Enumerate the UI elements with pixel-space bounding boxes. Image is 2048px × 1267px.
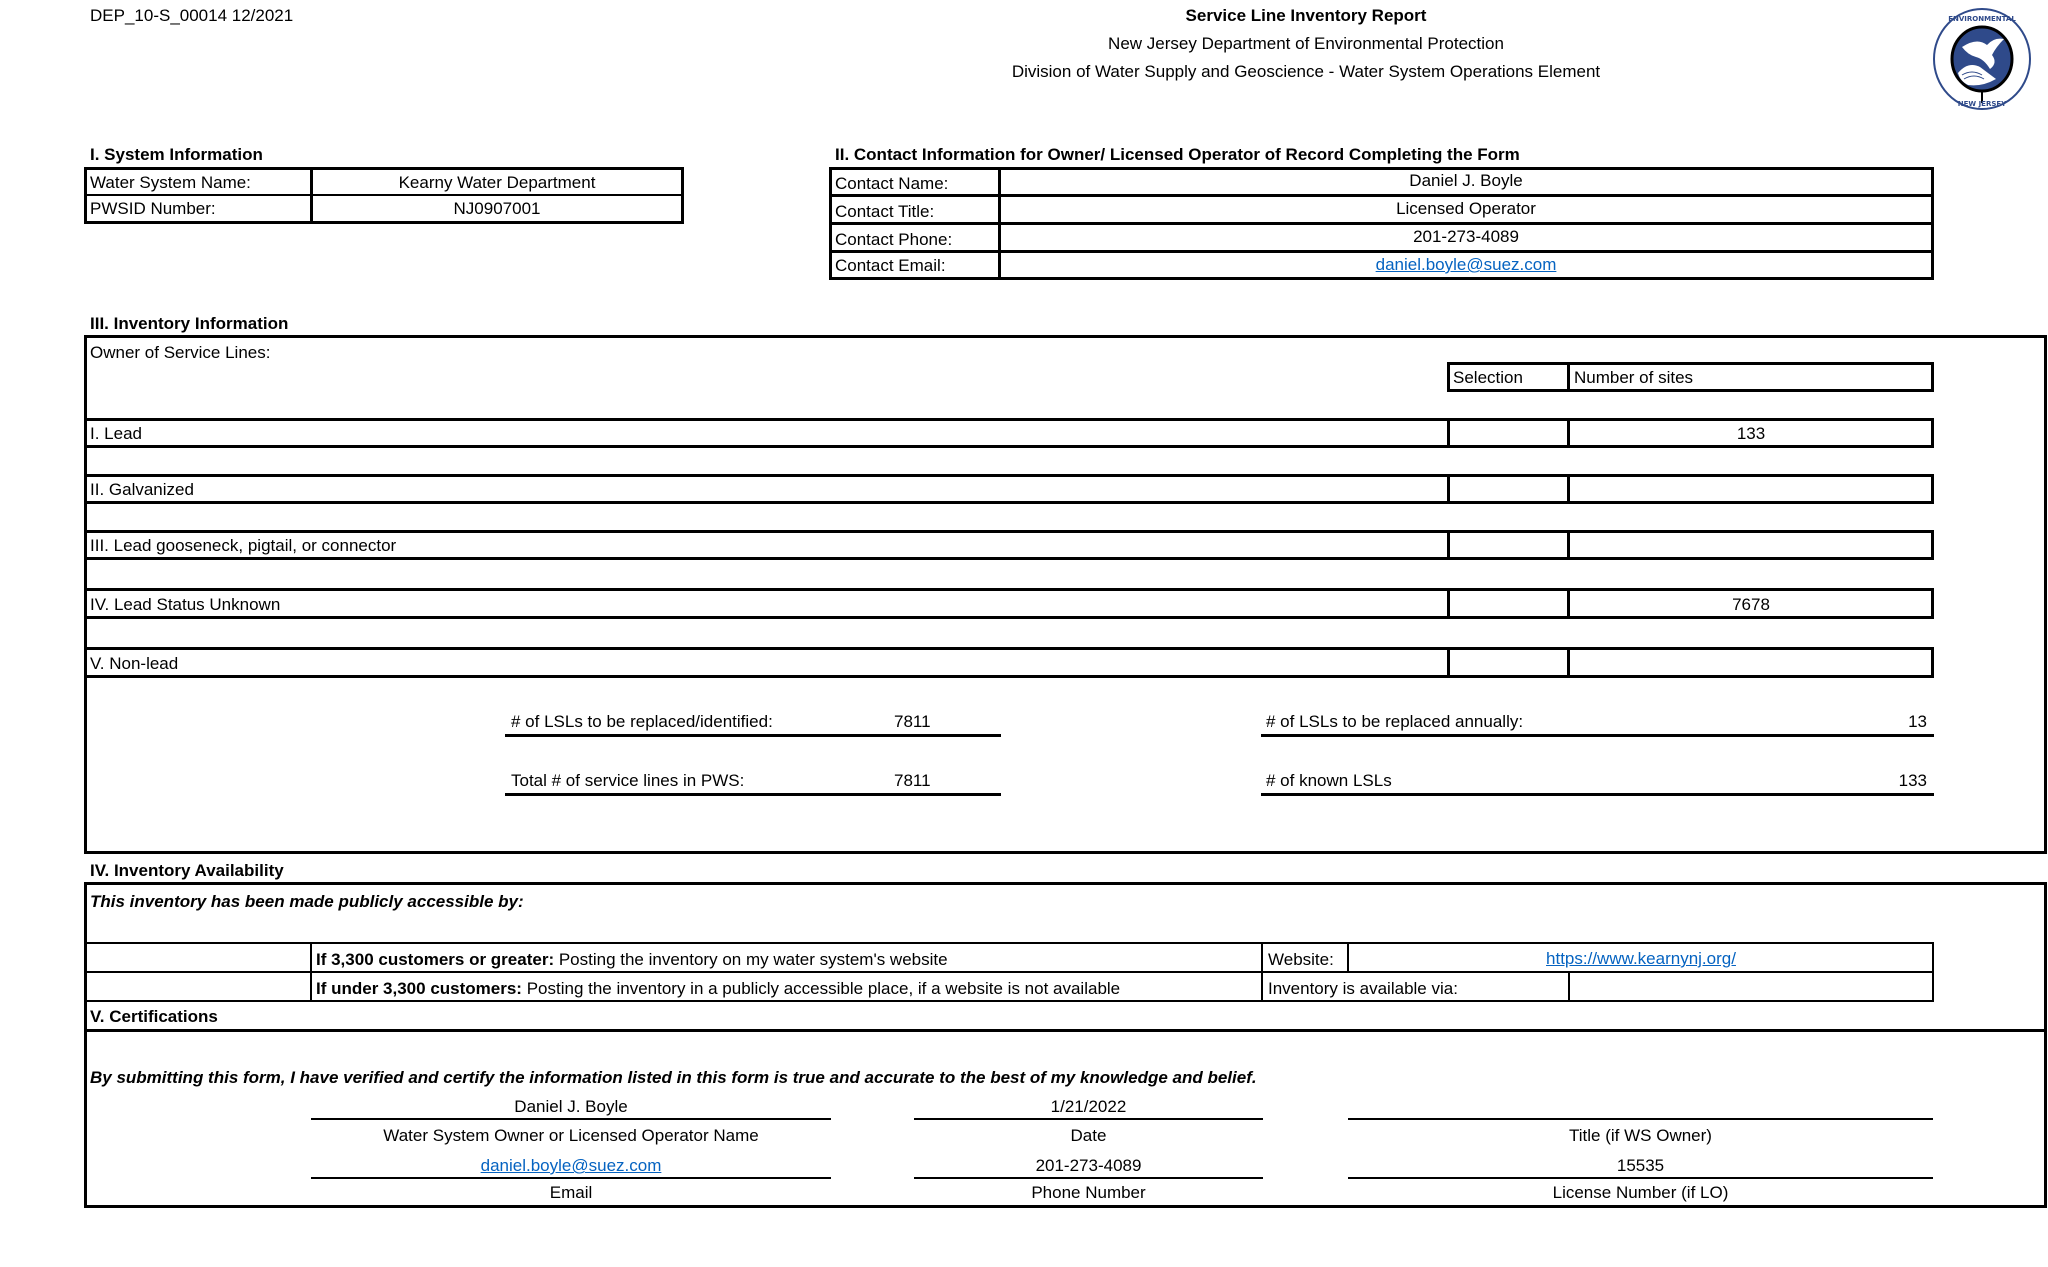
contact-row-divider-1 [829,194,1934,197]
selection-column-header: Selection [1453,368,1523,387]
option1-selection-cell[interactable] [86,944,310,971]
inventory-via-label: Inventory is available via: [1268,979,1458,998]
report-title: Service Line Inventory Report [1185,6,1427,25]
license-number-line [1348,1177,1933,1179]
option2-text [316,980,1120,997]
owner-title-line [1348,1118,1933,1120]
signer-name-value: Daniel J. Boyle [514,1097,628,1116]
availability-table-top [84,942,1934,944]
option1-text [316,951,948,968]
contact-row-divider-3 [829,250,1934,253]
owner-of-service-lines-label: Owner of Service Lines: [90,343,271,362]
phone-label: Phone Number [1031,1183,1146,1202]
svg-text:NEW JERSEY: NEW JERSEY [1957,100,2007,108]
availability-heading: IV. Inventory Availability [90,861,284,880]
row-divider [1567,530,1570,560]
known-lsls-value: 133 [1898,771,1927,790]
pwsid-label: PWSID Number: [90,199,216,218]
certifications-heading: V. Certifications [90,1007,218,1026]
availability-divider [1932,942,1934,1002]
total-service-lines-underline [505,793,1001,796]
report-subtitle-department: New Jersey Department of Environmental Protection [1108,34,1504,53]
phone-value: 201-273-4089 [1035,1156,1142,1175]
nj-dep-seal-icon [1932,7,2032,111]
contact-email-label: Contact Email: [835,256,946,275]
selection-cell-gooseneck[interactable] [1450,537,1567,557]
signer-email-label: Email [549,1183,593,1202]
lsls-replaced-annually-underline [1261,734,1934,737]
date-line [914,1118,1263,1120]
availability-divider [1261,942,1263,1002]
selection-cell-lead[interactable] [1450,425,1567,445]
contact-row-divider-2 [829,222,1934,225]
inventory-heading: III. Inventory Information [90,314,289,333]
website-label: Website: [1268,950,1334,969]
sites-cell-unknown: 7678 [1732,595,1770,614]
inventory-row-galvanized [84,474,1934,504]
availability-intro: This inventory has been made publicly accessible by: [90,892,524,911]
system-info-row-divider [84,194,684,196]
certification-statement: By submitting this form, I have verified and certify the information listed in this form is true and accurate to the best of my knowledge and belief. [90,1068,1257,1087]
water-system-name-value: Kearny Water Department [398,173,596,192]
availability-divider [1568,971,1570,1002]
row-divider [1567,647,1570,678]
inventory-row-non-lead [84,647,1934,678]
lsls-replaced-identified-label: # of LSLs to be replaced/identified: [511,712,773,731]
known-lsls-label: # of known LSLs [1266,771,1392,790]
known-lsls-underline [1261,793,1934,796]
row-label-gooseneck: III. Lead gooseneck, pigtail, or connector [90,536,397,555]
total-service-lines-value: 7811 [894,771,931,790]
report-subtitle-division: Division of Water Supply and Geoscience - Water System Operations Element [1011,62,1601,81]
website-link[interactable]: https://www.kearnynj.org/ [1546,949,1736,968]
option1-bold: If 3,300 customers or greater: [316,950,555,969]
water-system-name-label: Water System Name: [90,173,251,192]
contact-name-value: Daniel J. Boyle [1409,171,1523,190]
row-label-galvanized: II. Galvanized [90,480,194,499]
contact-name-label: Contact Name: [835,174,949,193]
availability-divider [1347,942,1349,972]
option2-description: Posting the inventory in a publicly accessible place, if a website is not available [521,979,1121,998]
row-divider [1567,474,1570,504]
contact-email-link[interactable]: daniel.boyle@suez.com [1375,255,1557,274]
availability-table-bottom [84,1000,1934,1002]
contact-title-label: Contact Title: [835,202,935,221]
form-id: DEP_10-S_00014 12/2021 [90,6,294,25]
signer-email-line [311,1177,831,1179]
owner-title-label: Title (if WS Owner) [1569,1126,1712,1145]
date-value: 1/21/2022 [1050,1097,1127,1116]
sites-column-header: Number of sites [1574,368,1694,387]
license-number-value: 15535 [1616,1156,1665,1175]
signer-name-label: Water System Owner or Licensed Operator Name [383,1126,759,1145]
signer-name-line [311,1118,831,1120]
option2-bold: If under 3,300 customers: [316,979,522,998]
sites-cell-lead: 133 [1736,424,1766,443]
option2-selection-cell[interactable] [86,973,310,1000]
lsls-replaced-identified-value: 7811 [894,712,931,731]
lsls-replaced-annually-value: 13 [1908,712,1927,731]
lsls-replaced-identified-underline [505,734,1001,737]
phone-line [914,1177,1263,1179]
contact-info-heading: II. Contact Information for Owner/ Licensed Operator of Record Completing the Form [835,145,1520,164]
lsls-replaced-annually-label: # of LSLs to be replaced annually: [1266,712,1524,731]
date-label: Date [1070,1126,1107,1145]
contact-title-value: Licensed Operator [1396,199,1536,218]
system-info-heading: I. System Information [90,145,263,164]
inventory-via-value[interactable] [1571,973,1931,1000]
selection-cell-non-lead[interactable] [1450,655,1567,675]
selection-cell-unknown[interactable] [1450,596,1567,616]
contact-phone-value: 201-273-4089 [1413,227,1519,246]
license-number-label: License Number (if LO) [1552,1183,1729,1202]
pwsid-value: NJ0907001 [453,199,541,218]
availability-divider [310,942,312,1002]
row-label-non-lead: V. Non-lead [90,654,179,673]
svg-text:ENVIRONMENTAL: ENVIRONMENTAL [1948,15,2016,23]
row-label-lead: I. Lead [90,424,142,443]
signer-email-link[interactable]: daniel.boyle@suez.com [480,1156,662,1175]
selection-cell-galvanized[interactable] [1450,481,1567,501]
row-label-unknown: IV. Lead Status Unknown [90,595,281,614]
column-header-divider [1567,362,1570,392]
option1-description: Posting the inventory on my water system's website [554,950,948,969]
contact-phone-label: Contact Phone: [835,230,953,249]
total-service-lines-label: Total # of service lines in PWS: [511,771,745,790]
